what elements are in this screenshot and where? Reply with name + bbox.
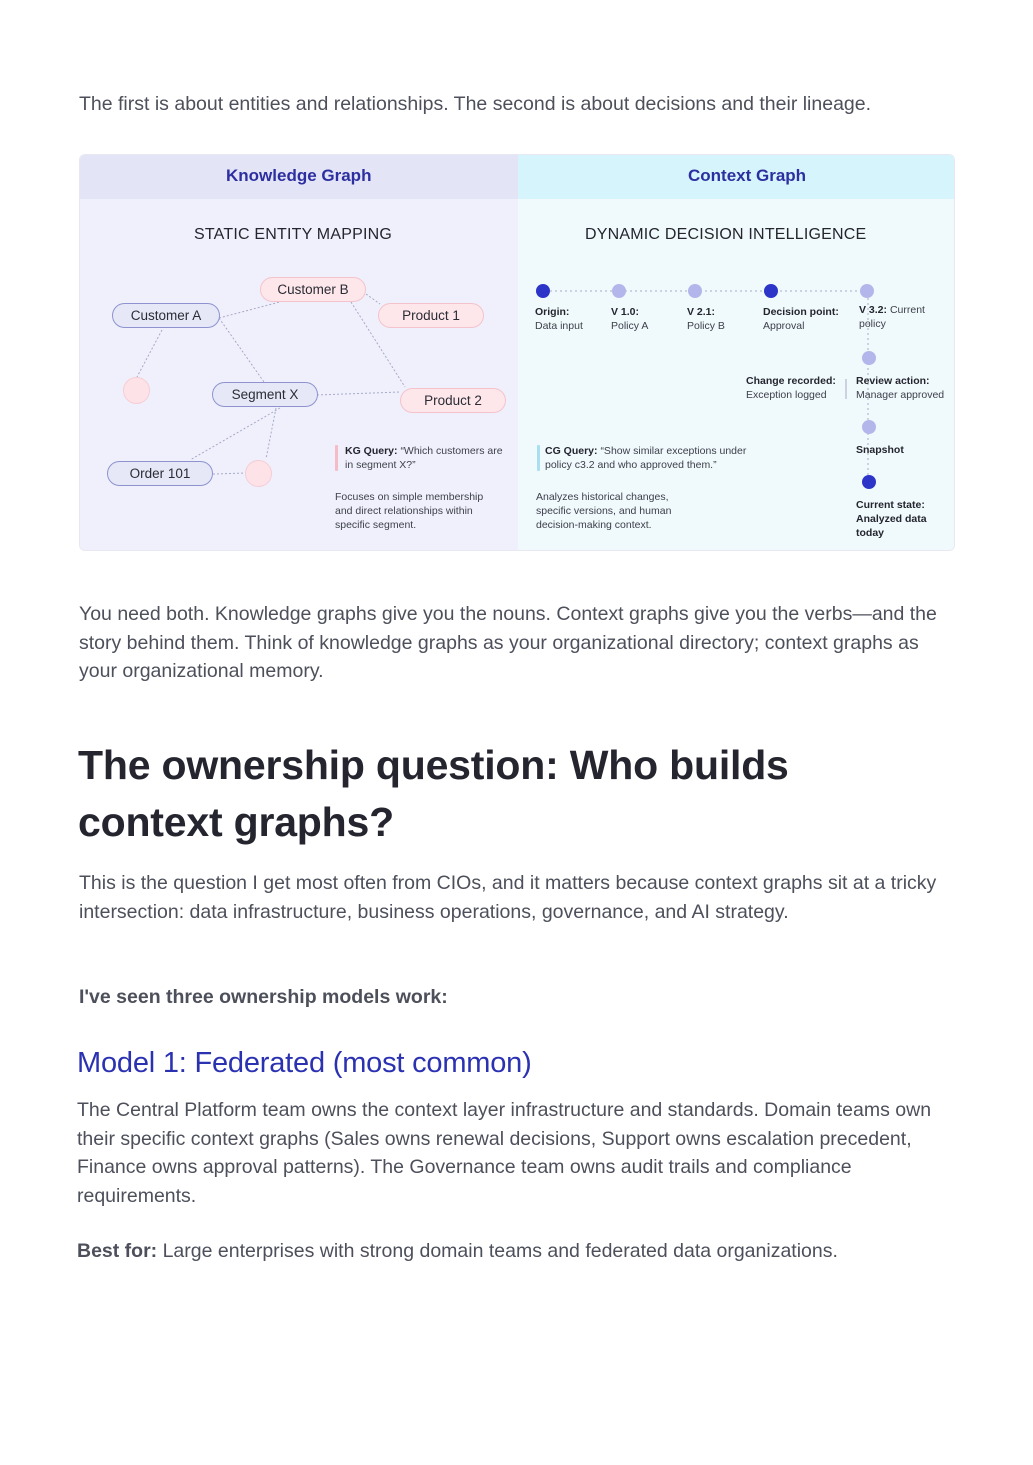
section-heading: The ownership question: Who builds context graphs? <box>78 742 789 845</box>
model-1-heading: Model 1: Federated (most common) <box>77 1047 532 1079</box>
knowledge-graph-title: Knowledge Graph <box>226 166 372 185</box>
context-graph-title: Context Graph <box>688 166 807 185</box>
timeline-v2: V 2.1: Policy B <box>687 306 725 332</box>
node-order-101: Order 101 <box>107 461 213 486</box>
node-product-1: Product 1 <box>378 303 484 328</box>
cg-query: CG Query: “Show similar exceptions under policy c3.2 and who approved them.” <box>545 445 747 471</box>
timeline-dot-origin <box>536 284 550 298</box>
timeline-v3: V 3.2: Current policy <box>859 304 925 330</box>
cg-query-marker <box>537 445 540 471</box>
timeline-dot-decision <box>764 284 778 298</box>
timeline-dot-v1 <box>612 284 626 298</box>
static-entity-mapping-title: STATIC ENTITY MAPPING <box>194 226 392 243</box>
snapshot-label: Snapshot <box>856 444 904 456</box>
review-action: Review action: Manager approved <box>856 375 945 401</box>
kg-query-marker <box>335 445 338 471</box>
timeline-dot-v3 <box>860 284 874 298</box>
kg-query: KG Query: “Which customers are in segment X?” <box>345 445 503 471</box>
best-for-text: Large enterprises with strong domain teams and federated data organizations. <box>157 1240 838 1262</box>
kg-description: Focuses on simple membership and direct relationships within specific segment. <box>335 491 484 531</box>
timeline-decision-point: Decision point: Approval <box>763 306 839 332</box>
unlabeled-node <box>245 460 272 487</box>
model-1-paragraph: The Central Platform team owns the context layer infrastructure and standards. Domain teams own their specific context graphs (Sales owns renewal decisions, Support owns escalation precedent, Finance owns approval patterns). The Governance team owns audit trails and compliance requirements. <box>77 1099 932 1207</box>
timeline-dot-review <box>862 351 876 365</box>
unlabeled-node <box>123 377 150 404</box>
timeline-dot-v2 <box>688 284 702 298</box>
comparison-figure <box>79 154 955 551</box>
timeline-dot-snapshot <box>862 420 876 434</box>
dynamic-decision-intelligence-title: DYNAMIC DECISION INTELLIGENCE <box>585 226 867 243</box>
timeline-v1: V 1.0: Policy A <box>611 306 649 332</box>
ownership-models-intro: I've seen three ownership models work: <box>79 986 448 1008</box>
node-customer-b: Customer B <box>260 277 366 302</box>
timeline-dot-current <box>862 475 876 489</box>
graph-connections <box>80 155 955 551</box>
cio-paragraph: This is the question I get most often from CIOs, and it matters because context graphs sit at a tricky intersection: data infrastructure, business operations, governance, and AI strategy. <box>79 872 937 923</box>
change-recorded: Change recorded: Exception logged <box>746 375 836 401</box>
intro-paragraph: The first is about entities and relationships. The second is about decisions and their lineage. <box>79 93 872 115</box>
timeline-origin: Origin: Data input <box>535 306 583 332</box>
best-for-label: Best for: <box>77 1240 158 1262</box>
current-state: Current state: Analyzed data today <box>856 499 927 539</box>
node-product-2: Product 2 <box>400 388 506 413</box>
cg-description: Analyzes historical changes, specific versions, and human decision-making context. <box>536 491 672 531</box>
node-segment-x: Segment X <box>212 382 318 407</box>
both-paragraph: You need both. Knowledge graphs give you the nouns. Context graphs give you the verbs—and the story behind them. Think of knowledge graphs as your organizational directory; context graphs as your organizational memory. <box>79 603 937 682</box>
node-customer-a: Customer A <box>112 303 220 328</box>
best-for-paragraph <box>77 1237 957 1266</box>
